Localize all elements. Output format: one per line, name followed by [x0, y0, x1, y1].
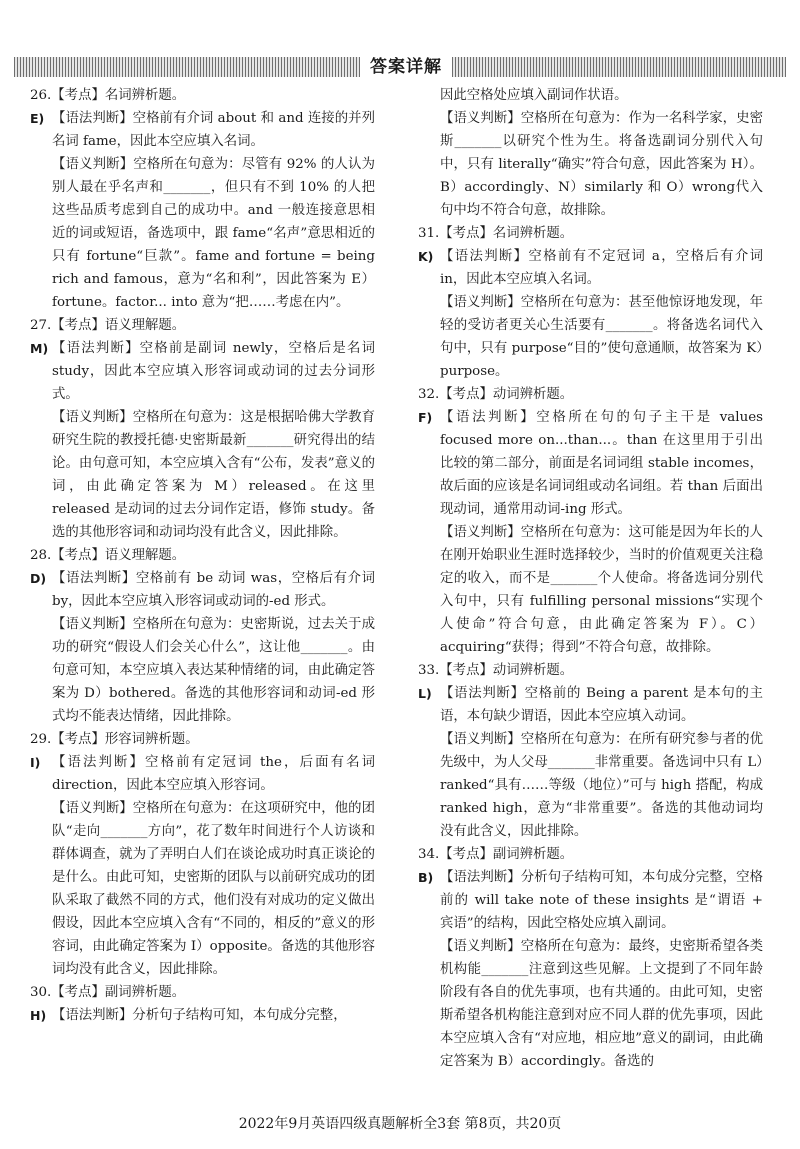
question-topic: 【考点】名词辨析题。 [51, 88, 186, 103]
question-30-continued [418, 84, 763, 222]
question-32 [418, 383, 763, 659]
page-footer: 2022年9月英语四级真题解析全3套 第8页，共20页 [238, 1116, 562, 1132]
answer-letter: L) [418, 686, 432, 701]
question-number: 31. [418, 226, 440, 241]
question-number: 34. [418, 847, 440, 862]
answer-letter: H) [30, 1008, 47, 1023]
question-topic: 【考点】副词辨析题。 [51, 985, 186, 1000]
grammar-analysis: 【语法判断】空格前有定冠词 the，后面有名词 direction，因此本空应填入形容词。 [52, 755, 375, 793]
semantic-analysis: 【语义判断】空格所在句意为：尽管有 92% 的人认为别人最在乎名声和_______，但只有不到 10% 的人把这些品质考虑到自己的成功中。and 一般连接意思相近的词或短语，备选项中，跟 fame“名声”意思相近的只有 fortune“巨款”。fame and fortune = being rich and famous，意为“名和利”，因此答案为 E）fortune。factor... into 意为“把……考虑在内”。 [52, 157, 375, 310]
right-column [418, 84, 763, 1073]
question-26 [30, 84, 375, 314]
question-topic: 【考点】动词辨析题。 [439, 663, 574, 678]
question-30 [30, 981, 375, 1027]
answer-letter: M) [30, 341, 49, 356]
semantic-analysis: 【语义判断】空格所在句意为：这可能是因为年长的人在刚开始职业生涯时选择较少，当时的价值观更关注稳定的收入，而不是_______个人使命。将备选词分别代入句中，只有 fulfilling personal missions“实现个人使命”符合句意，由此确定答案为 F）。C）acquiring“获得；得到”不符合句意，故排除。 [440, 525, 763, 655]
grammar-analysis: 【语法判断】空格前有 be 动词 was，空格后有介词 by，因此本空应填入形容词或动词的-ed 形式。 [52, 571, 375, 609]
grammar-analysis: 【语法判断】分析句子结构可知，本句成分完整，空格前的 will take note of these insights 是“谓语 + 宾语”的结构，因此空格处应填入副词。 [440, 870, 763, 931]
grammar-analysis: 【语法判断】分析句子结构可知，本句成分完整， [52, 1008, 347, 1023]
answer-letter: B) [418, 870, 434, 885]
question-topic: 【考点】语义理解题。 [51, 318, 186, 333]
question-topic: 【考点】副词辨析题。 [439, 847, 574, 862]
grammar-analysis: 【语法判断】空格前有不定冠词 a，空格后有介词 in，因此本空应填入名词。 [440, 249, 763, 287]
semantic-analysis: 【语义判断】空格所在句意为：这是根据哈佛大学教育研究生院的教授托德·史密斯最新_______研究得出的结论。由句意可知，本空应填入含有“公布，发表”意义的词，由此确定答案为 M）released。在这里 released 是动词的过去分词作定语，修饰 study。备选的其他形容词和动词均没有此含义，因此排除。 [52, 410, 375, 540]
question-number: 28. [30, 548, 52, 563]
answer-letter: I) [30, 755, 41, 770]
question-number: 30. [30, 985, 52, 1000]
semantic-analysis: 【语义判断】空格所在句意为：作为一名科学家，史密斯_______以研究个性为生。将备选副词分别代入句中，只有 literally“确实”符合句意，因此答案为 H）。B）accordingly、N）similarly 和 O）wrong代入句中均不符合句意，故排除。 [440, 111, 763, 218]
question-number: 32. [418, 387, 440, 402]
semantic-analysis: 【语义判断】空格所在句意为：甚至他惊讶地发现，年轻的受访者更关心生活要有_______。将备选名词代入句中，只有 purpose“目的”使句意通顺，故答案为 K）purpose。 [440, 295, 763, 379]
question-number: 33. [418, 663, 440, 678]
question-number: 27. [30, 318, 52, 333]
question-topic: 【考点】语义理解题。 [51, 548, 186, 563]
grammar-analysis: 【语法判断】空格所在句的句子主干是 values focused more on...than...。than 在这里用于引出比较的第二部分，前面是名词词组 stable incomes，故后面的应该是名词词组或动名词组。若 than 后面出现动词，通常用动词-ing 形式。 [440, 410, 763, 517]
grammar-analysis: 【语法判断】空格前是副词 newly，空格后是名词 study，因此本空应填入形容词或动词的过去分词形式。 [52, 341, 375, 402]
semantic-analysis: 【语义判断】空格所在句意为：史密斯说，过去关于成功的研究“假设人们会关心什么”，这让他_______。由句意可知，本空应填入表达某种情绪的词，由此确定答案为 D）bothered。备选的其他形容词和动词-ed 形式均不能表达情绪，因此排除。 [52, 617, 375, 724]
page-header-title: 答案详解 [360, 55, 452, 79]
grammar-analysis-continued: 因此空格处应填入副词作状语。 [440, 88, 628, 103]
left-column [30, 84, 375, 1027]
question-29 [30, 728, 375, 981]
question-topic: 【考点】动词辨析题。 [439, 387, 574, 402]
semantic-analysis: 【语义判断】空格所在句意为：在这项研究中，他的团队“走向_______方向”，花了数年时间进行个人访谈和群体调查，就为了弄明白人们在谈论成功时真正谈论的是什么。由此可知，史密斯的团队与以前研究成功的团队采取了截然不同的方式，他们没有对成功的定义做出假设，因此本空应填入含有“不同的，相反的”意义的形容词，由此确定答案为 I）opposite。备选的其他形容词均没有此含义，因此排除。 [52, 801, 375, 977]
grammar-analysis: 【语法判断】空格前有介词 about 和 and 连接的并列名词 fame，因此本空应填入名词。 [52, 111, 375, 149]
answer-letter: D) [30, 571, 47, 586]
answer-letter: E) [30, 111, 45, 126]
question-34 [418, 843, 763, 1073]
question-28 [30, 544, 375, 728]
grammar-analysis: 【语法判断】空格前的 Being a parent 是本句的主语，本句缺少谓语，因此本空应填入动词。 [440, 686, 763, 724]
answer-letter: K) [418, 249, 434, 264]
question-31 [418, 222, 763, 383]
question-number: 29. [30, 732, 52, 747]
question-27 [30, 314, 375, 544]
semantic-analysis: 【语义判断】空格所在句意为：在所有研究参与者的优先级中，为人父母_______非常重要。备选词中只有 L）ranked“具有……等级（地位）”可与 high 搭配，构成 ranked high，意为“非常重要”。备选的其他动词均没有此含义，因此排除。 [440, 732, 763, 839]
question-33 [418, 659, 763, 843]
answer-letter: F) [418, 410, 433, 425]
question-number: 26. [30, 88, 52, 103]
semantic-analysis: 【语义判断】空格所在句意为：最终，史密斯希望各类机构能_______注意到这些见解。上文提到了不同年龄阶段有各自的优先事项，也有共通的。由此可知，史密斯希望各机构能注意到对应不同人群的优先事项，因此本空应填入含有“对应地，相应地”意义的副词，由此确定答案为 B）accordingly。备选的 [440, 939, 763, 1069]
question-topic: 【考点】名词辨析题。 [439, 226, 574, 241]
question-topic: 【考点】形容词辨析题。 [51, 732, 199, 747]
